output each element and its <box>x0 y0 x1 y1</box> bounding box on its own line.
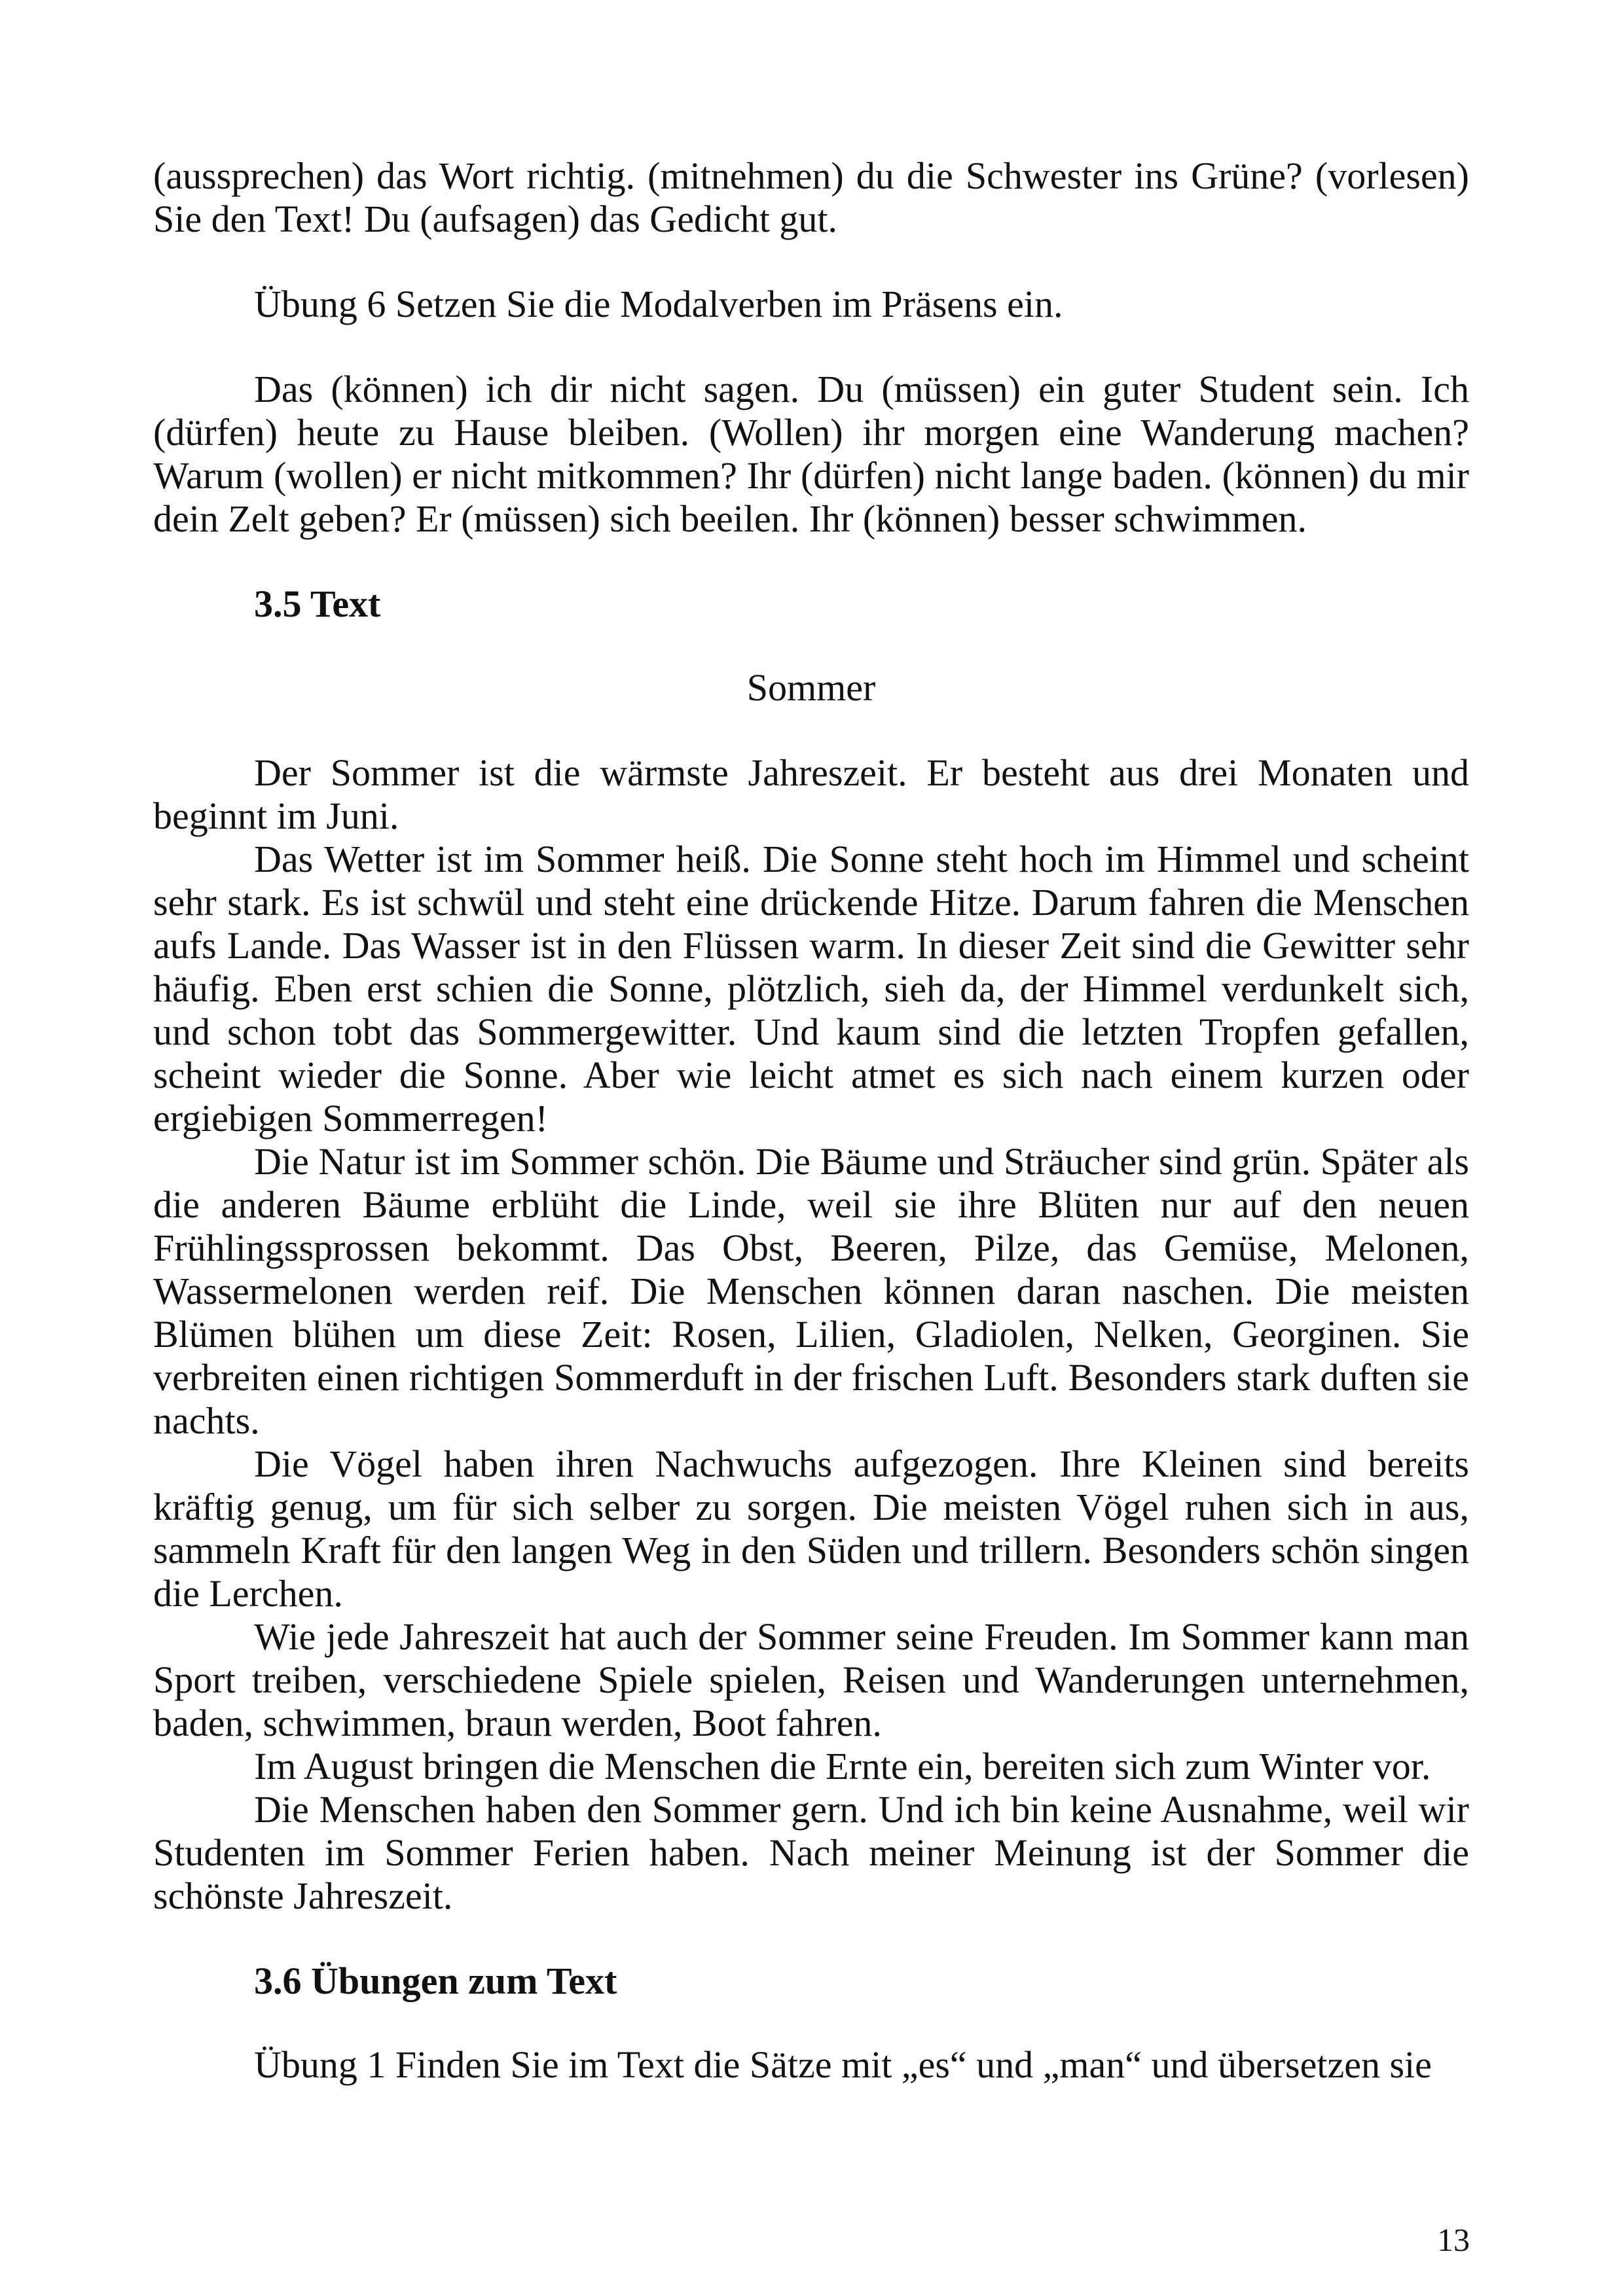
section-heading-3-6: 3.6 Übungen zum Text <box>254 1960 617 2002</box>
text-paragraph-7: Die Menschen haben den Sommer gern. Und ich bin keine Ausnahme, weil wir Studenten im Sommer Ferien haben. Nach meiner Meinung ist der Sommer die schönste Jahreszeit. <box>153 1788 1469 1917</box>
text-paragraph-5: Wie jede Jahreszeit hat auch der Sommer seine Freuden. Im Sommer kann man Sport treiben, verschiedene Spiele spielen, Reisen und Wanderungen unternehmen, baden, schwimmen, braun werden, Boot fahren. <box>153 1615 1469 1744</box>
page-number: 13 <box>1437 2221 1470 2258</box>
text-paragraph-2: Das Wetter ist im Sommer heiß. Die Sonne steht hoch im Himmel und scheint sehr stark. Es ist schwül und steht eine drückende Hitze. Darum fahren die Menschen aufs Lande. Das Wasser ist in den Flüssen warm. In dieser Zeit sind die Gewitter sehr häufig. Eben erst schien die Sonne, plötzlich, sieh da, der Himmel verdunkelt sich, und schon tobt das Sommergewitter. Und kaum sind die letzten Tropfen gefallen, scheint wieder die Sonne. Aber wie leicht atmet es sich nach einem kurzen oder ergiebigen Sommerregen! <box>153 838 1469 1139</box>
text-paragraph-3: Die Natur ist im Sommer schön. Die Bäume und Sträucher sind grün. Später als die anderen Bäume erblüht die Linde, weil sie ihre Blüten nur auf den neuen Frühlingssprossen bekommt. Das Obst, Beeren, Pilze, das Gemüse, Melonen, Wassermelonen werden reif. Die Menschen können daran naschen. Die meisten Blümen blühen um diese Zeit: Rosen, Lilien, Gladiolen, Nelken, Georginen. Sie verbreiten einen richtigen Sommerduft in der frischen Luft. Besonders stark duften sie nachts. <box>153 1140 1469 1442</box>
exercise-6-sentences: Das (können) ich dir nicht sagen. Du (müssen) ein guter Student sein. Ich (dürfen) heute zu Hause bleiben. (Wollen) ihr morgen eine Wanderung machen? Warum (wollen) er nicht mitkommen? Ihr (dürfen) nicht lange baden. (können) du mir dein Zelt geben? Er (müssen) sich beeilen. Ihr (können) besser schwimmen. <box>153 368 1469 540</box>
section-heading-3-5: 3.5 Text <box>254 583 381 625</box>
page-content <box>153 154 1469 2087</box>
text-paragraph-4: Die Vögel haben ihren Nachwuchs aufgezogen. Ihre Kleinen sind bereits kräftig genug, um für sich selber zu sorgen. Die meisten Vögel ruhen sich in aus, sammeln Kraft für den langen Weg in den Süden und trillern. Besonders schön singen die Lerchen. <box>153 1443 1469 1615</box>
exercise-6-instruction: Übung 6 Setzen Sie die Modalverben im Präsens ein. <box>254 283 1063 325</box>
text-paragraph-1: Der Sommer ist die wärmste Jahreszeit. Er besteht aus drei Monaten und beginnt im Juni. <box>153 751 1469 837</box>
text-title: Sommer <box>746 666 876 709</box>
exercise-5-continuation: (aussprechen) das Wort richtig. (mitnehmen) du die Schwester ins Grüne? (vorlesen) Sie den Text! Du (aufsagen) das Gedicht gut. <box>153 154 1469 240</box>
text-exercise-1-instruction: Übung 1 Finden Sie im Text die Sätze mit „es“ und „man“ und übersetzen sie <box>254 2043 1432 2086</box>
text-paragraph-6: Im August bringen die Menschen die Ernte ein, bereiten sich zum Winter vor. <box>254 1745 1431 1787</box>
